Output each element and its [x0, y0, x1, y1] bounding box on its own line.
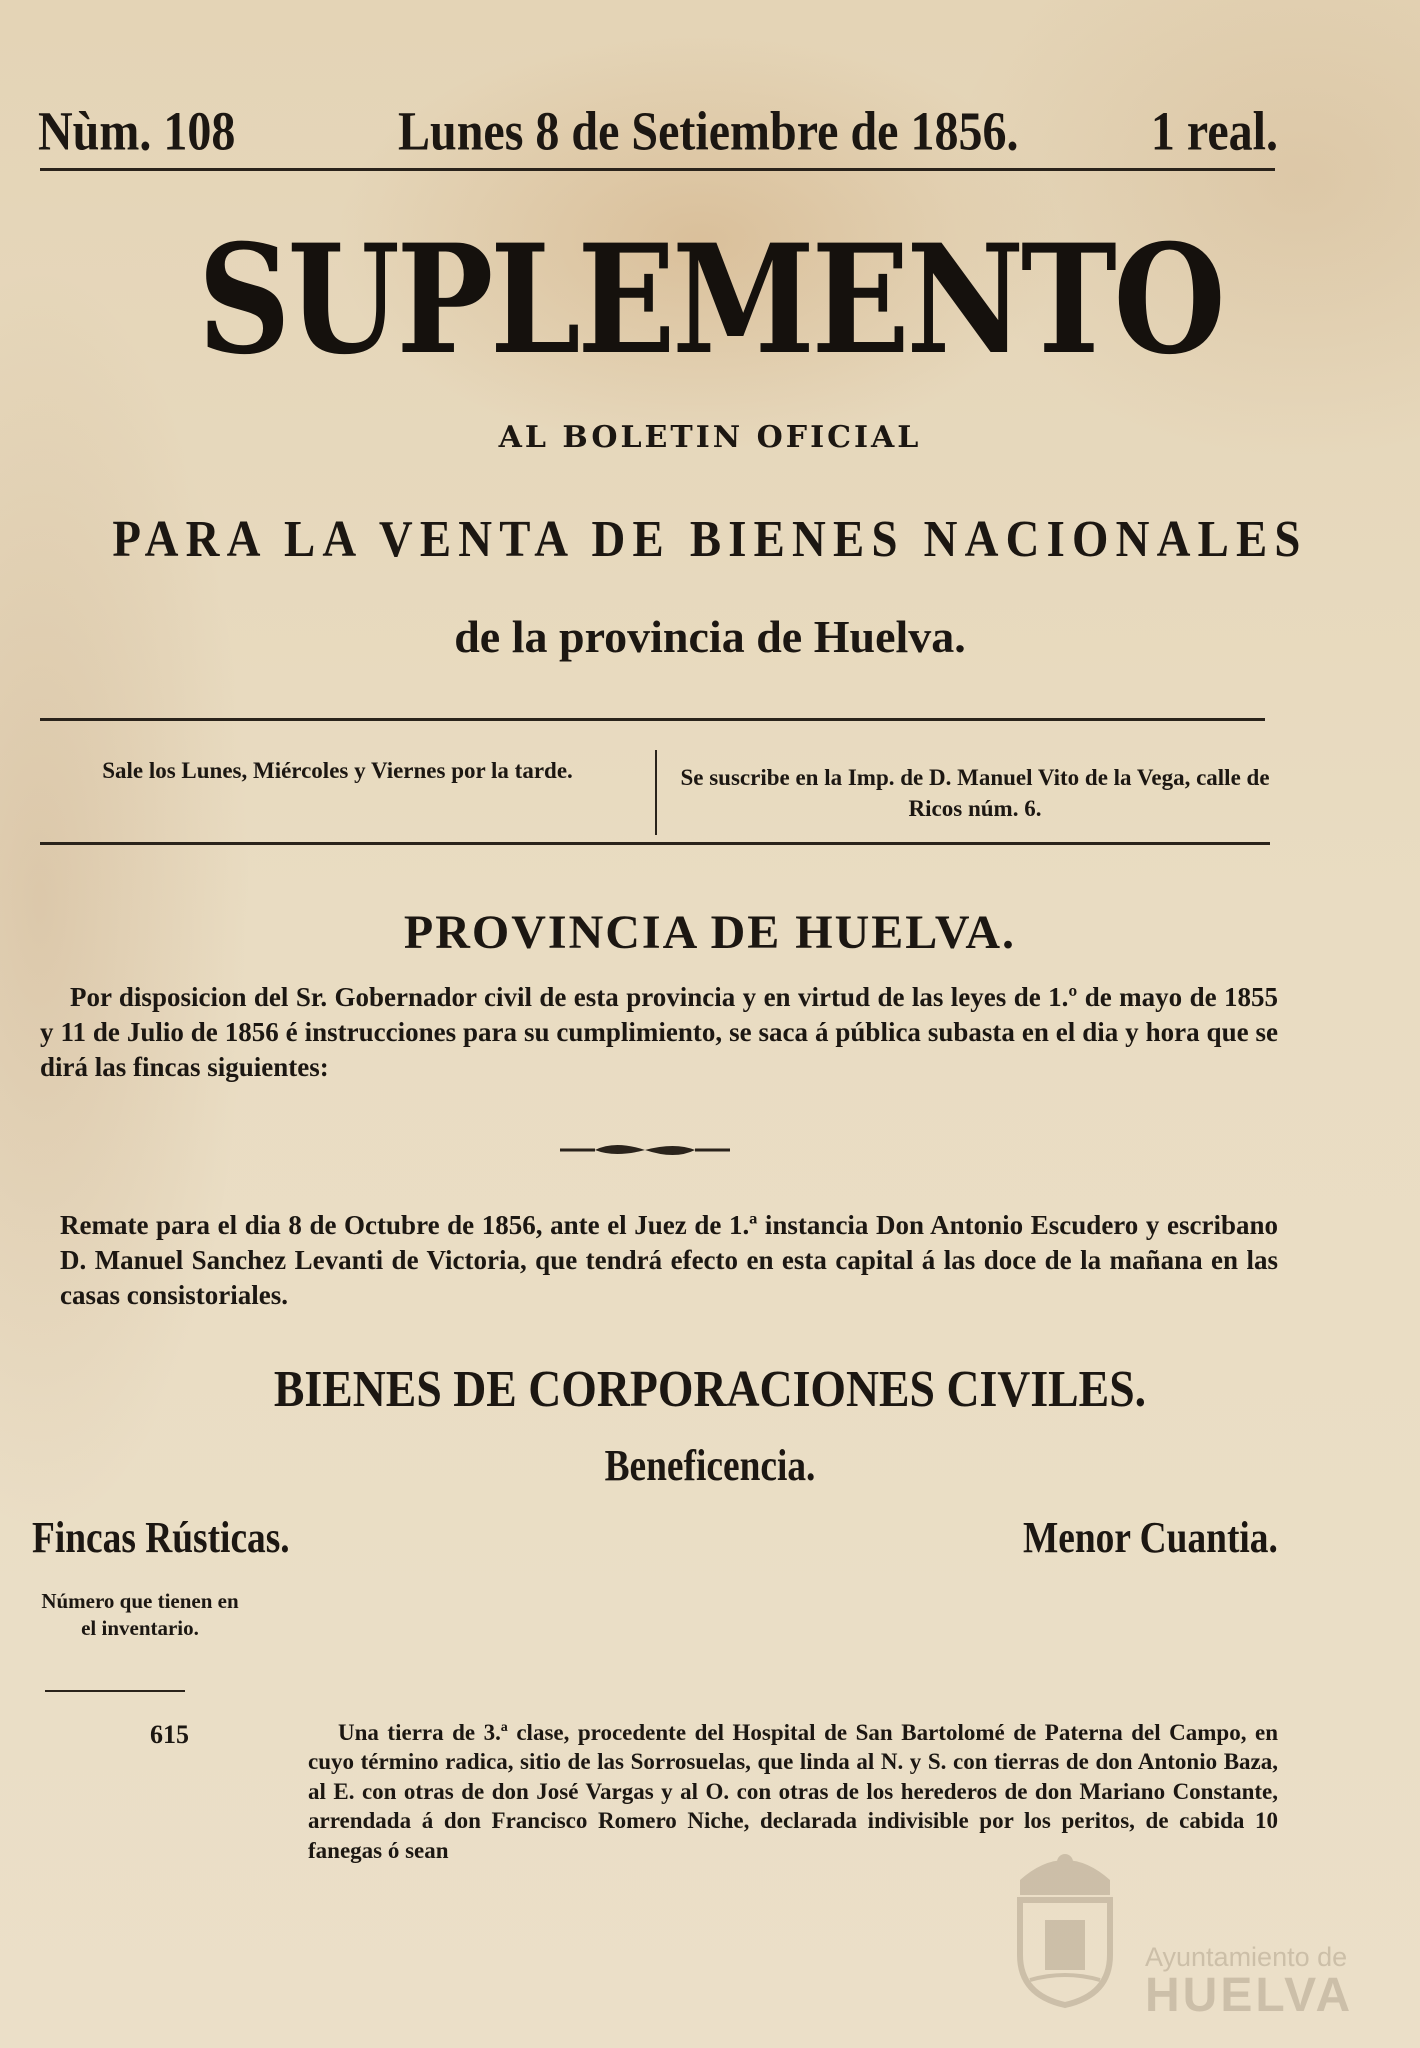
subscription-info: Se suscribe en la Imp. de D. Manuel Vito de la Vega, calle de Ricos núm. 6. [680, 765, 1270, 822]
entry-number: 615 [150, 1720, 189, 1749]
title-rule-top [40, 718, 1265, 721]
issue-number: Nùm. 108 [38, 101, 236, 163]
publication-schedule: Sale los Lunes, Miércoles y Viernes por la tarde. [102, 758, 573, 783]
category-heading: BIENES DE CORPORACIONES CIVILES. [273, 1361, 1147, 1418]
supplement-title: SUPLEMENTO [197, 212, 1223, 388]
watermark-line1: Ayuntamiento de [1145, 1942, 1348, 1972]
masthead-rule [40, 168, 1275, 171]
intro-paragraph: Por disposicion del Sr. Gobernador civil de esta provincia y en virtud de las leyes de 1.º de mayo de 1855 y 11 de Julio de 1856 é instrucciones para su cumplimiento, se saca á pública subasta en el dia y hora que se dirá las fincas siguientes: [40, 982, 1278, 1083]
issue-price: 1 real. [1150, 101, 1278, 163]
title-line-bienes: PARA LA VENTA DE BIENES NACIONALES [112, 511, 1308, 568]
auction-notice: Remate para el dia 8 de Octubre de 1856, ante el Juez de 1.ª instancia Don Antonio Escudero y escribano D. Manuel Sanchez Levanti de Victoria, que tendrá efecto en esta capital á las doce de la mañana en las casas consistoriales. [60, 1210, 1278, 1311]
entry-description: Una tierra de 3.ª clase, procedente del Hospital de San Bartolomé de Paterna del Campo, en cuyo término radica, sitio de las Sorrosuelas, que linda al N. y S. con tierras de don Antonio Baza, al E. con otras de don José Vargas y al O. con otras de los herederos de don Mariano Constante, arrendada á don Francisco Romero Niche, declarada indivisible por los peritos, de cabida 10 fanegas ó sean [308, 1720, 1278, 1863]
title-rule-bottom [40, 842, 1270, 845]
subscription-divider [655, 750, 657, 835]
section-heading: PROVINCIA DE HUELVA. [403, 906, 1017, 959]
issue-date: Lunes 8 de Setiembre de 1856. [398, 101, 1019, 163]
cuantia-label: Menor Cuantia. [1023, 1513, 1278, 1562]
fincas-label: Fincas Rústicas. [32, 1513, 290, 1562]
column-label-rule [45, 1690, 185, 1692]
watermark [1000, 1830, 1380, 2030]
category-subheading: Beneficencia. [604, 1441, 816, 1490]
ornament-divider [555, 1140, 735, 1160]
title-line-province: de la provincia de Huelva. [454, 611, 966, 662]
inventory-column-label: Número que tienen en el inventario. [41, 1589, 239, 1641]
huelva-coat-of-arms-icon [1000, 1840, 1130, 2010]
watermark-line2: HUELVA [1145, 1969, 1354, 2022]
masthead [38, 100, 1278, 170]
boletin-subtitle: AL BOLETIN OFICIAL [498, 420, 922, 455]
